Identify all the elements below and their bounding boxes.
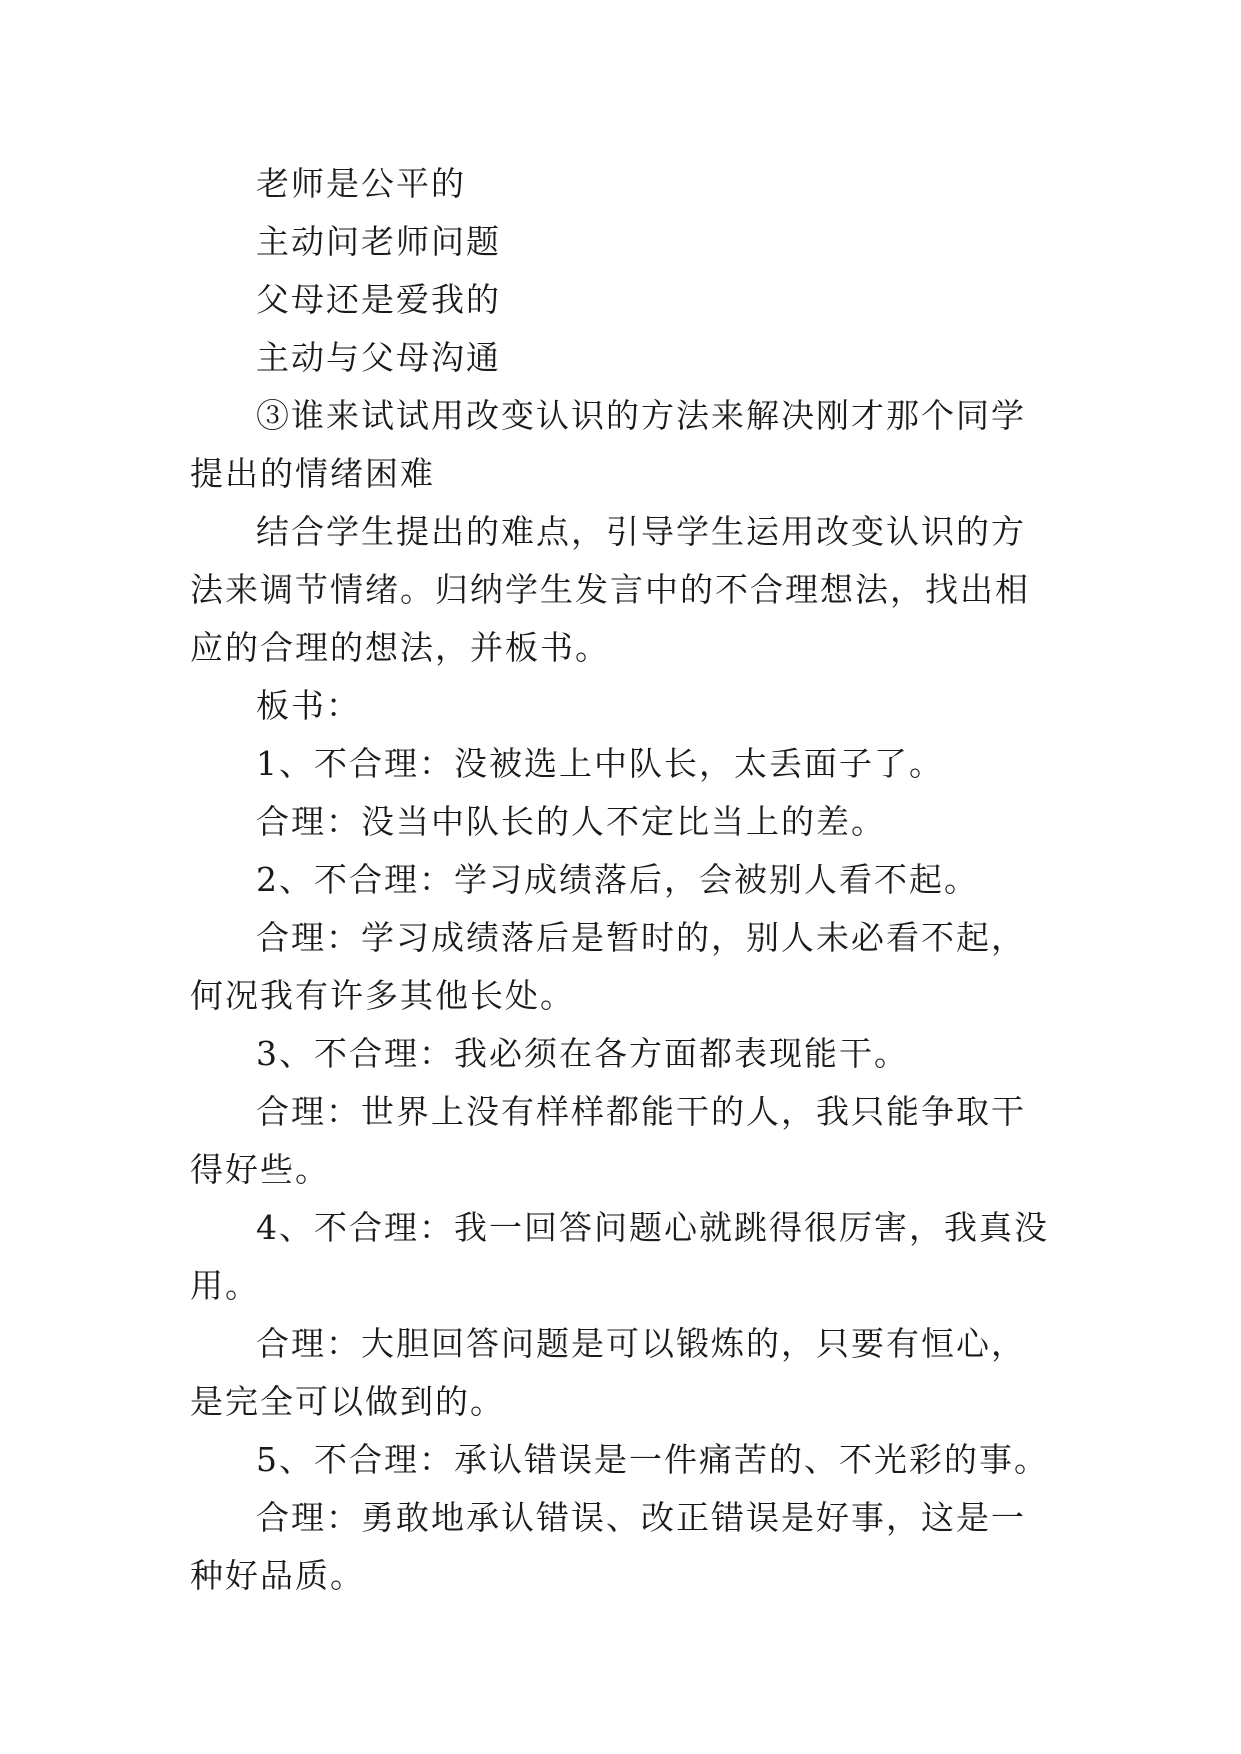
paragraph-rational-4: 合理：大胆回答问题是可以锻炼的，只要有恒心，是完全可以做到的。 xyxy=(190,1324,1026,1421)
paragraph-rational-1: 合理：没当中队长的人不定比当上的差。 xyxy=(256,802,886,841)
paragraph-rational-5: 合理：勇敢地承认错误、改正错误是好事，这是一种好品质。 xyxy=(190,1498,1026,1595)
document-page xyxy=(190,155,1060,1605)
paragraph-irrational-5: 5、不合理：承认错误是一件痛苦的、不光彩的事。 xyxy=(256,1440,1049,1479)
paragraph-blackboard-heading: 板书： xyxy=(256,686,361,725)
paragraph-ask-teacher: 主动问老师问题 xyxy=(256,222,501,261)
paragraph-teacher-fair: 老师是公平的 xyxy=(256,164,466,203)
paragraph-guide-students: 结合学生提出的难点，引导学生运用改变认识的方法来调节情绪。归纳学生发言中的不合理想法，找出相应的合理的想法，并板书。 xyxy=(190,512,1030,667)
paragraph-irrational-1: 1、不合理：没被选上中队长，太丢面子了。 xyxy=(256,744,944,783)
paragraph-rational-3: 合理：世界上没有样样都能干的人，我只能争取干得好些。 xyxy=(190,1092,1026,1189)
paragraph-irrational-2: 2、不合理：学习成绩落后，会被别人看不起。 xyxy=(256,860,979,899)
paragraph-irrational-4: 4、不合理：我一回答问题心就跳得很厉害，我真没用。 xyxy=(190,1208,1049,1305)
paragraph-talk-parents: 主动与父母沟通 xyxy=(256,338,501,377)
paragraph-try-method: ③谁来试试用改变认识的方法来解决刚才那个同学提出的情绪困难 xyxy=(190,396,1026,493)
paragraph-rational-2: 合理：学习成绩落后是暂时的，别人未必看不起，何况我有许多其他长处。 xyxy=(190,918,1026,1015)
paragraph-irrational-3: 3、不合理：我必须在各方面都表现能干。 xyxy=(256,1034,909,1073)
paragraph-parents-love: 父母还是爱我的 xyxy=(256,280,501,319)
